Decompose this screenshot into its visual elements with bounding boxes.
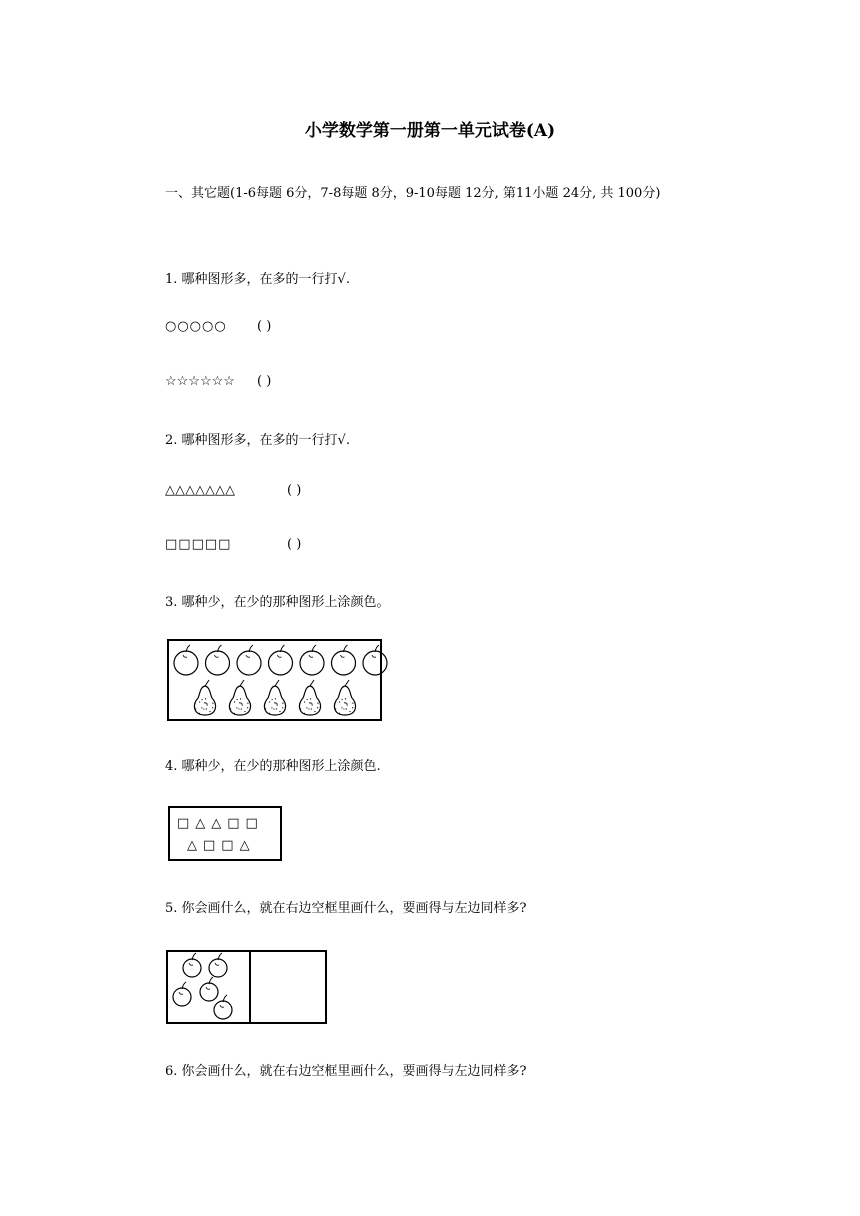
question-2-answer-paren-1[interactable]: ( )	[287, 483, 302, 498]
question-4-row-1: □△△□□	[177, 816, 264, 831]
question-6-text: 6. 你会画什么，就在右边空框里画什么，要画得与左边同样多?	[165, 1064, 527, 1079]
pear-icon	[229, 680, 250, 715]
question-1-answer-paren-1[interactable]: ( )	[257, 319, 272, 334]
apple-icon	[237, 645, 261, 675]
page-title: 小学数学第一册第一单元试卷(A)	[304, 121, 556, 141]
pear-icon	[334, 680, 355, 715]
question-1-stars-row: ☆☆☆☆☆☆	[165, 374, 235, 389]
question-5-drawing-area[interactable]	[251, 952, 325, 1022]
apple-icon	[332, 645, 356, 675]
apple-icon	[300, 645, 324, 675]
pear-icon	[299, 680, 320, 715]
question-4-shapes-box	[168, 806, 282, 861]
apple-icon	[269, 645, 293, 675]
pear-icon	[264, 680, 285, 715]
question-3-fruit-box	[167, 639, 382, 721]
question-2-answer-paren-2[interactable]: ( )	[287, 537, 302, 552]
question-2-squares-row: □□□□□	[165, 537, 232, 552]
question-3-fruit-drawing	[169, 641, 380, 719]
apple-icon	[174, 645, 198, 675]
apple-icon	[183, 953, 201, 977]
question-2-text: 2. 哪种图形多，在多的一行打√.	[165, 433, 350, 448]
question-5-text: 5. 你会画什么，就在右边空框里画什么，要画得与左边同样多?	[165, 901, 527, 916]
apple-icon	[200, 977, 218, 1001]
apple-icon	[214, 995, 232, 1019]
apple-icon	[173, 982, 191, 1006]
question-4-row-2: △□□△	[187, 838, 256, 853]
question-5-compare-box	[166, 950, 327, 1024]
pear-icon	[194, 680, 215, 715]
question-1-circles-row: ○○○○○	[165, 319, 227, 334]
question-4-text: 4. 哪种少，在少的那种图形上涂颜色.	[165, 759, 381, 774]
question-1-answer-paren-2[interactable]: ( )	[257, 374, 272, 389]
question-3-text: 3. 哪种少，在少的那种图形上涂颜色。	[165, 595, 390, 610]
apple-icon	[206, 645, 230, 675]
section-heading: 一、其它题(1-6每题 6分，7-8每题 8分，9-10每题 12分, 第11小题 24分, 共 100分)	[165, 186, 661, 201]
question-2-triangles-row: △△△△△△△	[165, 483, 235, 498]
apple-icon	[363, 645, 387, 675]
apple-icon	[209, 953, 227, 977]
question-1-text: 1. 哪种图形多，在多的一行打√.	[165, 272, 350, 287]
